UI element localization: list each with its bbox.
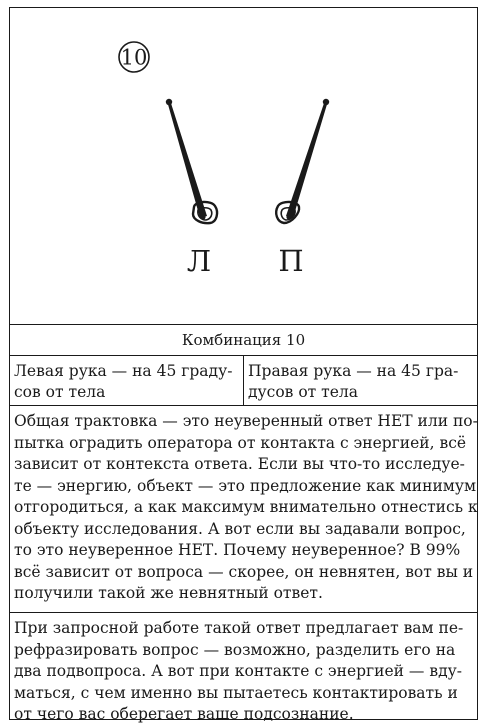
left-hand-text-line: сов от тела [14, 383, 106, 401]
left-hand-label: Л [186, 244, 212, 278]
text-line: пытка оградить оператора от контакта с энергией, всё [14, 433, 467, 452]
left-hand-position [10, 356, 244, 405]
query-work-note [10, 613, 477, 723]
text-line: всё зависит от вопроса — скорее, он невнятен, вот вы и [14, 562, 474, 581]
combination-title: Комбинация 10 [10, 325, 477, 356]
text-line: от чего вас оберегает ваше подсознание. [14, 705, 354, 723]
text-line: маться, с чем именно вы пытаетесь контактировать и [14, 683, 458, 702]
text-line: те — энергию, объект — это предложение как минимум [14, 476, 477, 495]
text-line: При запросной работе такой ответ предлагает вам пе- [14, 619, 464, 637]
text-line: отгородиться, а как максимум внимательно отнестись к [14, 498, 478, 516]
left-rod-shaft [168, 102, 207, 218]
hands-position-row [10, 356, 477, 406]
right-hand-text-line: дусов от тела [248, 383, 358, 401]
combination-card [9, 7, 478, 723]
right-rod-shaft [286, 102, 327, 218]
left-rod [166, 99, 217, 223]
text-line: два подвопроса. А вот при контакте с энергией — вду- [14, 662, 462, 680]
text-line: рефразировать вопрос — возможно, разделить его на [14, 640, 456, 659]
left-hand-text-line: Левая рука — на 45 граду- [14, 362, 233, 380]
right-grip-dot [286, 214, 291, 219]
combination-number: 10 [120, 45, 148, 70]
pendulum-illustration [10, 8, 477, 324]
right-hand-position [244, 356, 477, 405]
text-line: объекту исследования. А вот если вы задавали вопрос, [14, 519, 466, 538]
text-line: зависит от контекста ответа. Если вы что-то исследуе- [14, 455, 465, 473]
text-line: Общая трактовка — это неуверенный ответ НЕТ или по- [14, 412, 478, 430]
combination-number-badge [119, 42, 149, 72]
right-hand-text-line: Правая рука — на 45 гра- [248, 362, 459, 380]
right-hand-label: П [278, 244, 304, 278]
text-line: то это неуверенное НЕТ. Почему неуверенное? В 99% [14, 541, 461, 559]
illustration-panel [10, 8, 477, 325]
left-grip-dot [200, 214, 205, 219]
general-interpretation [10, 406, 477, 613]
right-rod [276, 99, 329, 223]
text-line: получили такой же невнятный ответ. [14, 584, 323, 602]
